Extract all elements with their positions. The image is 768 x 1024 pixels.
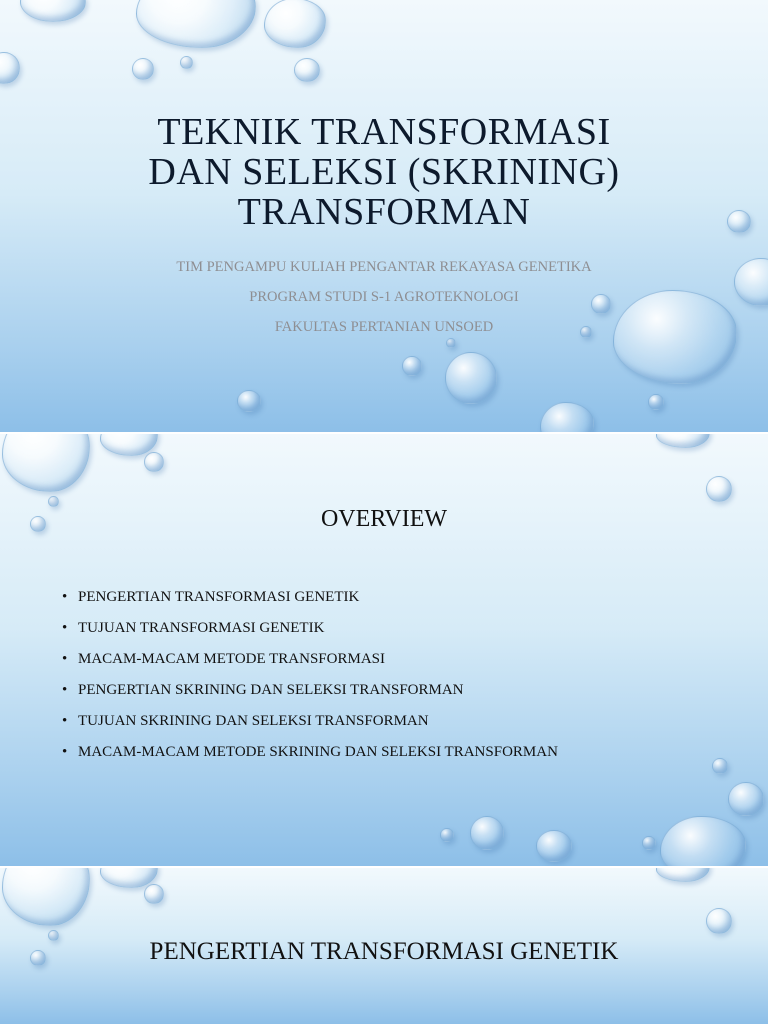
- water-droplet: [706, 476, 732, 502]
- list-item: [62, 679, 558, 710]
- water-droplet: [136, 0, 256, 48]
- bullet-icon: •: [62, 713, 68, 729]
- slide-definition: [0, 868, 768, 1024]
- water-droplet: [642, 836, 656, 850]
- presentation-subtitle: [100, 252, 668, 342]
- bullet-text: MACAM-MACAM METODE SKRINING DAN SELEKSI TRANSFORMAN: [78, 744, 558, 760]
- list-item: [62, 741, 558, 772]
- bullet-icon: •: [62, 682, 68, 698]
- water-droplet: [656, 434, 710, 448]
- bullet-text: PENGERTIAN SKRINING DAN SELEKSI TRANSFORMAN: [78, 682, 464, 698]
- bullet-icon: •: [62, 744, 68, 760]
- bullet-text: PENGERTIAN TRANSFORMASI GENETIK: [78, 589, 360, 605]
- water-droplet: [2, 868, 90, 926]
- water-droplet: [648, 394, 664, 410]
- water-droplet: [402, 356, 422, 376]
- list-item: [62, 710, 558, 741]
- water-droplet: [540, 402, 594, 432]
- overview-bullet-list: [62, 586, 558, 772]
- bullet-icon: •: [62, 651, 68, 667]
- water-droplet: [728, 782, 764, 816]
- water-droplet: [656, 868, 710, 882]
- title-line: TEKNIK TRANSFORMASI: [157, 111, 611, 153]
- water-droplet: [445, 352, 497, 404]
- bullet-icon: •: [62, 620, 68, 636]
- slide-title: [0, 0, 768, 432]
- bullet-text: TUJUAN SKRINING DAN SELEKSI TRANSFORMAN: [78, 713, 429, 729]
- water-droplet: [536, 830, 572, 862]
- presentation-title: [80, 112, 688, 232]
- subtitle-line: TIM PENGAMPU KULIAH PENGANTAR REKAYASA GENETIKA: [176, 259, 592, 275]
- bullet-icon: •: [62, 589, 68, 605]
- bullet-text: TUJUAN TRANSFORMASI GENETIK: [78, 620, 325, 636]
- title-line: DAN SELEKSI (SKRINING): [148, 151, 620, 193]
- water-droplet: [734, 258, 768, 306]
- water-droplet: [132, 58, 154, 80]
- subtitle-line: FAKULTAS PERTANIAN UNSOED: [274, 319, 494, 335]
- subtitle-line: PROGRAM STUDI S-1 AGROTEKNOLOGI: [249, 289, 519, 305]
- water-droplet: [2, 434, 90, 492]
- slide-heading: PENGERTIAN TRANSFORMASI GENETIK: [149, 938, 619, 965]
- slide-overview: [0, 434, 768, 866]
- water-droplet: [470, 816, 504, 850]
- water-droplet: [706, 908, 732, 934]
- water-droplet: [20, 0, 86, 22]
- water-droplet: [237, 390, 261, 412]
- water-droplet: [727, 210, 751, 233]
- list-item: [62, 617, 558, 648]
- list-item: [62, 586, 558, 617]
- list-item: [62, 648, 558, 679]
- water-droplet: [440, 828, 454, 842]
- bullet-text: MACAM-MACAM METODE TRANSFORMASI: [78, 651, 385, 667]
- water-droplet: [712, 758, 728, 774]
- slide-heading: OVERVIEW: [320, 506, 448, 532]
- title-line: TRANSFORMAN: [237, 191, 531, 233]
- water-droplet: [0, 52, 20, 84]
- water-droplet: [660, 816, 746, 866]
- water-droplet: [264, 0, 326, 48]
- water-droplet: [144, 884, 164, 904]
- water-droplet: [180, 56, 193, 69]
- water-droplet: [294, 58, 320, 82]
- water-droplet: [144, 452, 164, 472]
